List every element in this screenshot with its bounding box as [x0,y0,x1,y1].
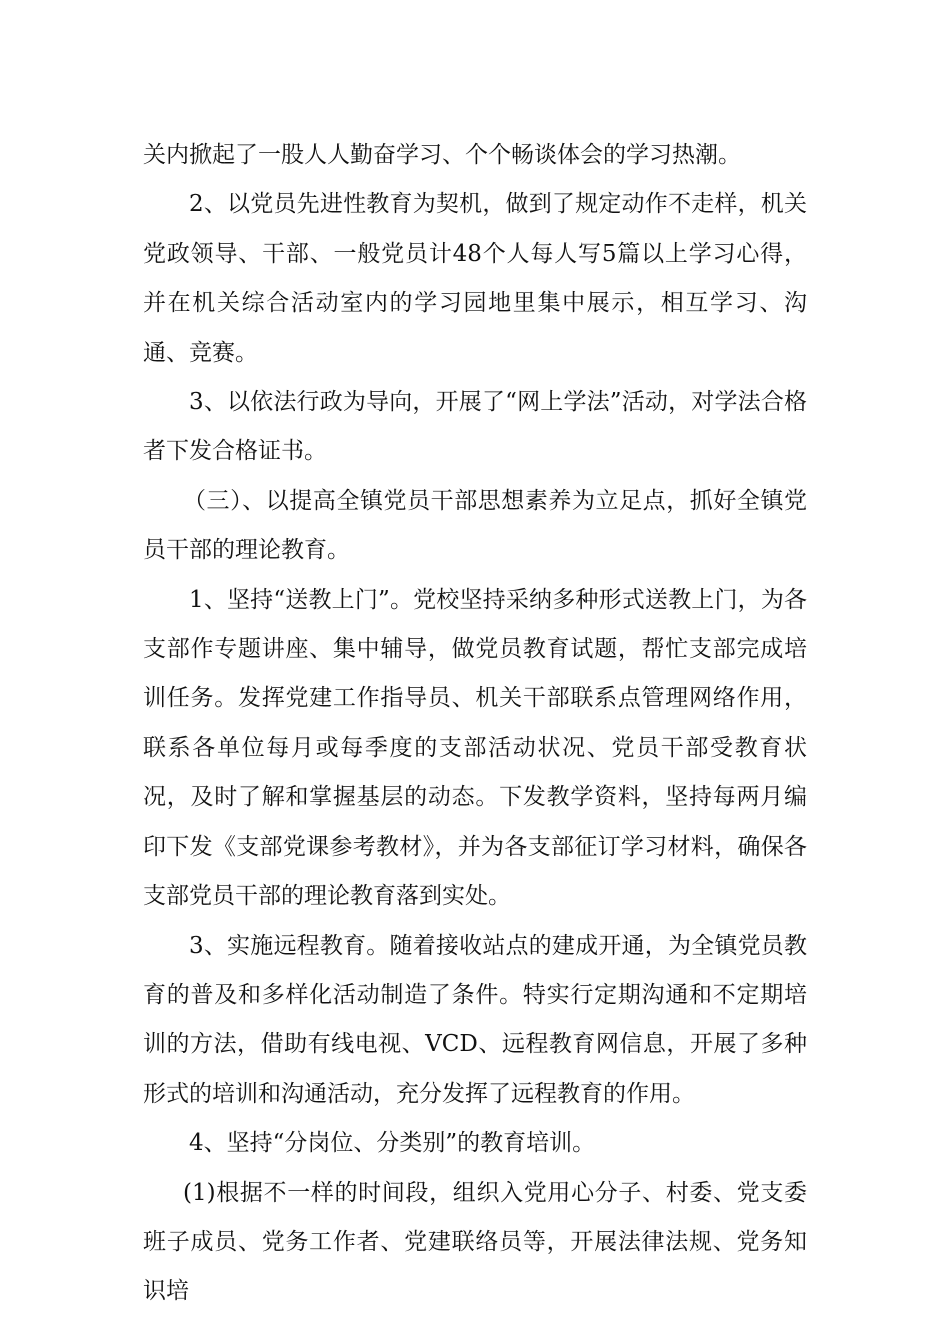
paragraph-item-3b: 3、实施远程教育。随着接收站点的建成开通，为全镇党员教育的普及和多样化活动制造了条件。特实行定期沟通和不定期培训的方法，借助有线电视、VCD、远程教育网信息，开展了多种形式的培训和沟通活动，充分发挥了远程教育的作用。 [143,932,807,1107]
paragraph-item-4: 4、坚持“分岗位、分类别”的教育培训。 [189,1130,596,1157]
paragraph-item-2: 2、以党员先进性教育为契机，做到了规定动作不走样，机关党政领导、干部、一般党员计48个人每人写5篇以上学习心得，并在机关综合活动室内的学习园地里集中展示，相互学习、沟通、竞赛。 [143,191,807,366]
section-heading-3: （三）、以提高全镇党员干部思想素养为立足点，抓好全镇党员干部的理论教育。 [143,487,807,564]
document-page [143,131,807,1317]
paragraph-item-1: 1、坚持“送教上门”。党校坚持采纳多种形式送教上门，为各支部作专题讲座、集中辅导，做党员教育试题，帮忙支部完成培训任务。发挥党建工作指导员、机关干部联系点管理网络作用，联系各单位每月或每季度的支部活动状况、党员干部受教育状况，及时了解和掌握基层的动态。下发教学资料，坚持每两月编印下发《支部党课参考教材》，并为各支部征订学习材料，确保各支部党员干部的理论教育落到实处。 [143,586,807,910]
paragraph-item-3: 3、以依法行政为导向，开展了“网上学法”活动，对学法合格者下发合格证书。 [143,389,807,465]
paragraph-continuation: 关内掀起了一股人人勤奋学习、个个畅谈体会的学习热潮。 [143,142,741,168]
paragraph-subitem-1: (1)根据不一样的时间段，组织入党用心分子、村委、党支委班子成员、党务工作者、党建联络员等，开展法律法规、党务知识培 [143,1179,807,1305]
